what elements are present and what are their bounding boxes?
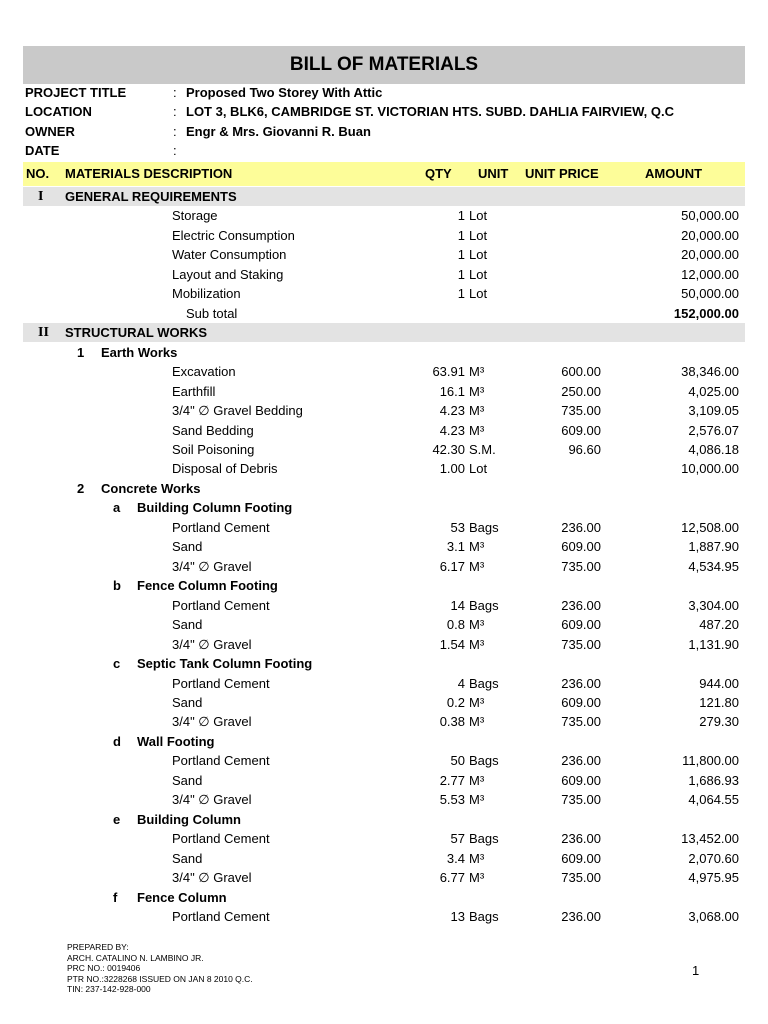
subsection-number: 1 — [77, 345, 85, 360]
subtotal-amount: 152,000.00 — [673, 306, 739, 321]
amount-cell: 12,508.00 — [681, 520, 739, 535]
amount-cell: 11,800.00 — [682, 753, 739, 768]
unit-price-cell: 236.00 — [561, 909, 601, 924]
material-description: Portland Cement — [172, 909, 270, 924]
table-row — [0, 265, 768, 284]
amount-cell: 3,068.00 — [688, 909, 739, 924]
amount-cell: 13,452.00 — [681, 831, 739, 846]
subgroup-letter: f — [113, 890, 118, 905]
prepared-by-block — [67, 942, 253, 995]
material-description: 3/4" ∅ Gravel — [172, 637, 252, 652]
material-description: Sand Bedding — [172, 423, 254, 438]
info-value: Proposed Two Storey With Attic — [186, 85, 383, 100]
header-unit: UNIT — [478, 166, 509, 181]
subsection-number: 2 — [77, 481, 85, 496]
unit-cell: M³ — [469, 403, 485, 418]
quantity-cell: 4.23 — [439, 403, 465, 418]
unit-price-cell: 609.00 — [561, 539, 601, 554]
unit-price-cell: 236.00 — [561, 676, 601, 691]
material-description: Portland Cement — [172, 598, 270, 613]
info-label: OWNER — [25, 124, 75, 139]
table-row — [0, 401, 768, 420]
subgroup-title: Building Column — [137, 812, 241, 827]
quantity-cell: 57 — [450, 831, 465, 846]
header-qty: QTY — [425, 166, 452, 181]
title-bar — [23, 46, 745, 84]
info-colon: : — [173, 85, 177, 100]
unit-cell: Lot — [469, 267, 488, 282]
material-description: Earthfill — [172, 384, 216, 399]
section-number: I — [38, 189, 44, 204]
amount-cell: 12,000.00 — [681, 267, 739, 282]
quantity-cell: 3.1 — [446, 539, 465, 554]
section-title: GENERAL REQUIREMENTS — [65, 189, 237, 204]
info-label: PROJECT TITLE — [25, 85, 127, 100]
unit-price-cell: 735.00 — [561, 714, 601, 729]
subgroup-row — [0, 810, 768, 829]
table-row — [0, 596, 768, 615]
quantity-cell: 4.23 — [439, 423, 465, 438]
unit-cell: M³ — [469, 539, 485, 554]
material-description: Soil Poisoning — [172, 442, 255, 457]
unit-cell: M³ — [469, 792, 485, 807]
quantity-cell: 0.38 — [439, 714, 465, 729]
table-row — [0, 459, 768, 478]
material-description: 3/4" ∅ Gravel — [172, 870, 252, 885]
quantity-cell: 63.91 — [432, 364, 465, 379]
unit-cell: M³ — [469, 384, 485, 399]
material-description: 3/4" ∅ Gravel — [172, 714, 252, 729]
material-description: Sand — [172, 617, 203, 632]
quantity-cell: 42.30 — [432, 442, 465, 457]
amount-cell: 279.30 — [699, 714, 739, 729]
table-row — [0, 693, 768, 712]
header-description: MATERIALS DESCRIPTION — [65, 166, 233, 181]
unit-cell: M³ — [469, 637, 485, 652]
quantity-cell: 1.54 — [439, 637, 465, 652]
unit-cell: Bags — [469, 676, 499, 691]
subgroup-letter: e — [113, 812, 121, 827]
subgroup-title: Fence Column Footing — [137, 578, 278, 593]
unit-cell: Bags — [469, 598, 499, 613]
footer-line: PREPARED BY: — [67, 942, 129, 952]
unit-cell: M³ — [469, 870, 485, 885]
material-description: Portland Cement — [172, 520, 270, 535]
table-row — [0, 518, 768, 537]
table-row — [0, 868, 768, 887]
table-row — [0, 362, 768, 381]
amount-cell: 20,000.00 — [681, 228, 739, 243]
unit-cell: M³ — [469, 559, 485, 574]
material-description: Excavation — [172, 364, 236, 379]
footer-line: TIN: 237-142-928-000 — [67, 984, 151, 995]
unit-cell: M³ — [469, 851, 485, 866]
material-description: Electric Consumption — [172, 228, 295, 243]
unit-price-cell: 735.00 — [561, 637, 601, 652]
section-title: STRUCTURAL WORKS — [65, 325, 208, 340]
unit-price-cell: 609.00 — [561, 851, 601, 866]
material-description: Layout and Staking — [172, 267, 284, 282]
quantity-cell: 16.1 — [439, 384, 465, 399]
info-value: Engr & Mrs. Giovanni R. Buan — [186, 124, 371, 139]
unit-price-cell: 609.00 — [561, 773, 601, 788]
subgroup-title: Septic Tank Column Footing — [137, 656, 313, 671]
amount-cell: 4,086.18 — [688, 442, 739, 457]
quantity-cell: 1 — [457, 208, 465, 223]
unit-cell: Lot — [469, 247, 488, 262]
subgroup-title: Fence Column — [137, 890, 227, 905]
amount-cell: 3,109.05 — [688, 403, 739, 418]
info-label: DATE — [25, 143, 60, 158]
amount-cell: 1,887.90 — [688, 539, 739, 554]
table-row — [0, 615, 768, 634]
material-description: 3/4" ∅ Gravel — [172, 792, 252, 807]
table-row — [0, 712, 768, 731]
unit-cell: M³ — [469, 714, 485, 729]
subgroup-letter: d — [113, 734, 121, 749]
section-row — [0, 187, 768, 206]
unit-price-cell: 735.00 — [561, 559, 601, 574]
table-row — [0, 771, 768, 790]
unit-price-cell: 236.00 — [561, 598, 601, 613]
unit-price-cell: 735.00 — [561, 870, 601, 885]
page-title: BILL OF MATERIALS — [289, 54, 479, 75]
material-description: 3/4" ∅ Gravel — [172, 559, 252, 574]
material-description: Sand — [172, 695, 203, 710]
subsection-row — [0, 343, 768, 362]
unit-cell: M³ — [469, 695, 485, 710]
table-row — [0, 674, 768, 693]
unit-price-cell: 735.00 — [561, 792, 601, 807]
info-colon: : — [173, 124, 177, 139]
unit-cell: M³ — [469, 364, 485, 379]
material-description: Water Consumption — [172, 247, 287, 262]
subsection-row — [0, 479, 768, 498]
amount-cell: 50,000.00 — [681, 208, 739, 223]
unit-price-cell: 236.00 — [561, 753, 601, 768]
material-description: Portland Cement — [172, 753, 270, 768]
subgroup-letter: c — [113, 656, 121, 671]
footer-line: ARCH. CATALINO N. LAMBINO JR. — [67, 952, 204, 963]
quantity-cell: 1 — [457, 228, 465, 243]
table-row — [0, 849, 768, 868]
quantity-cell: 1 — [457, 267, 465, 282]
subtotal-label: Sub total — [186, 306, 238, 321]
quantity-cell: 0.8 — [446, 617, 465, 632]
unit-cell: Bags — [469, 520, 499, 535]
table-row — [0, 829, 768, 848]
quantity-cell: 1.00 — [439, 461, 465, 476]
info-colon: : — [173, 104, 177, 119]
amount-cell: 4,064.55 — [688, 792, 739, 807]
quantity-cell: 1 — [457, 286, 465, 301]
table-row — [0, 790, 768, 809]
unit-cell: Lot — [469, 208, 488, 223]
unit-price-cell: 600.00 — [561, 364, 601, 379]
unit-cell: Lot — [469, 228, 488, 243]
table-row — [0, 226, 768, 245]
unit-cell: Lot — [469, 286, 488, 301]
unit-price-cell: 96.60 — [568, 442, 601, 457]
unit-cell: Lot — [469, 461, 488, 476]
quantity-cell: 0.2 — [446, 695, 465, 710]
material-description: Storage — [172, 208, 218, 223]
column-header-row — [23, 162, 745, 186]
subgroup-letter: a — [113, 500, 121, 515]
table-row — [0, 751, 768, 770]
table-row — [0, 907, 768, 926]
amount-cell: 50,000.00 — [681, 286, 739, 301]
unit-cell: Bags — [469, 831, 499, 846]
unit-price-cell: 609.00 — [561, 617, 601, 632]
unit-cell: Bags — [469, 909, 499, 924]
subgroup-row — [0, 498, 768, 517]
quantity-cell: 5.53 — [439, 792, 465, 807]
subtotal-row — [0, 304, 768, 323]
amount-cell: 2,576.07 — [688, 423, 739, 438]
header-no: NO. — [26, 166, 50, 181]
material-description: Sand — [172, 773, 203, 788]
unit-price-cell: 609.00 — [561, 423, 601, 438]
section-row — [0, 323, 768, 342]
unit-price-cell: 236.00 — [561, 831, 601, 846]
material-description: 3/4" ∅ Gravel Bedding — [172, 403, 303, 418]
material-description: Sand — [172, 539, 203, 554]
amount-cell: 4,025.00 — [688, 384, 739, 399]
unit-price-cell: 250.00 — [561, 384, 601, 399]
amount-cell: 1,686.93 — [688, 773, 739, 788]
info-label: LOCATION — [25, 104, 92, 119]
unit-cell: S.M. — [469, 442, 496, 457]
unit-price-cell: 609.00 — [561, 695, 601, 710]
header-amount: AMOUNT — [645, 166, 703, 181]
table-row — [0, 440, 768, 459]
subsection-title: Concrete Works — [101, 481, 201, 496]
quantity-cell: 4 — [457, 676, 465, 691]
quantity-cell: 1 — [457, 247, 465, 262]
amount-cell: 38,346.00 — [681, 364, 739, 379]
quantity-cell: 14 — [450, 598, 465, 613]
material-description: Disposal of Debris — [172, 461, 278, 476]
subgroup-row — [0, 576, 768, 595]
table-row — [0, 537, 768, 556]
info-colon: : — [173, 143, 177, 158]
section-number: II — [38, 325, 49, 340]
table-row — [0, 284, 768, 303]
quantity-cell: 2.77 — [439, 773, 465, 788]
subgroup-row — [0, 732, 768, 751]
unit-cell: M³ — [469, 617, 485, 632]
amount-cell: 944.00 — [699, 676, 739, 691]
quantity-cell: 13 — [450, 909, 465, 924]
amount-cell: 4,975.95 — [688, 870, 739, 885]
unit-price-cell: 735.00 — [561, 403, 601, 418]
subgroup-row — [0, 888, 768, 907]
table-row — [0, 206, 768, 225]
subgroup-letter: b — [113, 578, 121, 593]
quantity-cell: 6.17 — [439, 559, 465, 574]
table-row — [0, 382, 768, 401]
amount-cell: 487.20 — [699, 617, 739, 632]
unit-cell: Bags — [469, 753, 499, 768]
page-number: 1 — [692, 963, 700, 978]
amount-cell: 3,304.00 — [688, 598, 739, 613]
amount-cell: 20,000.00 — [681, 247, 739, 262]
subgroup-title: Building Column Footing — [137, 500, 293, 515]
table-row — [0, 635, 768, 654]
footer-line: PRC NO.: 0019406 — [67, 963, 141, 974]
amount-cell: 10,000.00 — [681, 461, 739, 476]
material-description: Portland Cement — [172, 676, 270, 691]
amount-cell: 1,131.90 — [688, 637, 739, 652]
subsection-title: Earth Works — [101, 345, 178, 360]
table-row — [0, 421, 768, 440]
footer-line: PTR NO.:3228268 ISSUED ON JAN 8 2010 Q.C. — [67, 973, 253, 984]
unit-price-cell: 236.00 — [561, 520, 601, 535]
material-description: Portland Cement — [172, 831, 270, 846]
subgroup-title: Wall Footing — [137, 734, 215, 749]
material-description: Sand — [172, 851, 203, 866]
quantity-cell: 53 — [450, 520, 465, 535]
quantity-cell: 3.4 — [446, 851, 465, 866]
table-row — [0, 245, 768, 264]
material-description: Mobilization — [172, 286, 241, 301]
amount-cell: 4,534.95 — [688, 559, 739, 574]
amount-cell: 2,070.60 — [688, 851, 739, 866]
header-unit-price: UNIT PRICE — [525, 166, 599, 181]
unit-cell: M³ — [469, 773, 485, 788]
quantity-cell: 50 — [450, 753, 465, 768]
info-value: LOT 3, BLK6, CAMBRIDGE ST. VICTORIAN HTS. SUBD. DAHLIA FAIRVIEW, Q.C — [186, 104, 675, 119]
quantity-cell: 6.77 — [439, 870, 465, 885]
amount-cell: 121.80 — [699, 695, 739, 710]
subgroup-row — [0, 654, 768, 673]
unit-cell: M³ — [469, 423, 485, 438]
table-row — [0, 557, 768, 576]
